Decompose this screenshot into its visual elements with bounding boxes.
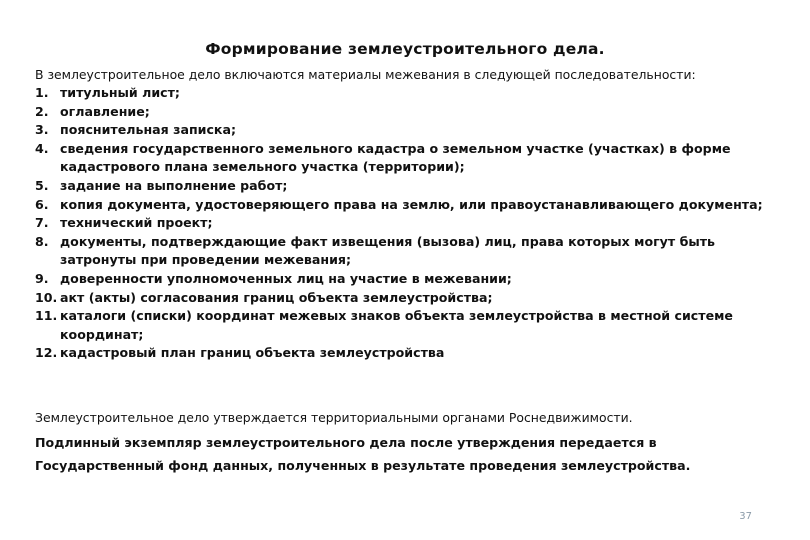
list-item [35,177,765,196]
list-item [35,140,765,177]
item-text: доверенности уполномоченных лиц на участие в межевании; [60,270,512,286]
item-text: документы, подтверждающие факт извещения (вызова) лиц, права которых могут быть затронуты при проведении межевания; [60,233,716,268]
item-text: задание на выполнение работ; [60,177,288,193]
item-text: оглавление; [60,103,150,119]
list-item [35,233,765,270]
list-item [35,214,765,233]
item-text: акт (акты) согласования границ объекта землеустройства; [60,289,493,305]
list-item [35,84,765,103]
list-item [35,121,765,140]
item-number: 11. [35,308,58,324]
item-number: 6. [35,196,49,212]
item-text: каталоги (списки) координат межевых знаков объекта землеустройства в местной системе координат; [60,308,733,342]
page-number: 37 [739,511,752,522]
item-text: сведения государственного земельного кадастра о земельном участке (участках) в форме кадастрового плана земельного участка (территории); [60,140,731,175]
item-number: 10. [35,289,58,305]
list-item [35,270,765,289]
item-text: кадастровый план границ объекта землеустройства [60,345,445,361]
item-number: 12. [35,345,58,361]
approval-paragraph: Землеустроительное дело утверждается территориальными органами Роснедвижимости. [35,410,633,425]
item-number: 7. [35,215,49,231]
item-number: 9. [35,270,49,286]
item-number: 5. [35,177,49,193]
item-number: 1. [35,85,49,100]
item-number: 3. [35,122,49,138]
materials-list [35,84,765,363]
transfer-paragraph: Подлинный экземпляр землеустроительного дела после утверждения передается в Государственный фонд данных, полученных в результате проведения землеустройства. [35,435,691,473]
page-title: Формирование землеустроительного дела. [205,40,605,58]
intro-text: В землеустроительное дело включаются материалы межевания в следующей последовательности: [35,67,696,82]
item-text: пояснительная записка; [60,122,237,138]
list-item [35,289,765,308]
list-item [35,103,765,122]
list-item [35,196,765,215]
item-number: 2. [35,103,49,119]
item-number: 4. [35,140,49,156]
item-number: 8. [35,233,49,249]
item-text: титульный лист; [60,85,180,100]
item-text: копия документа, удостоверяющего права на землю, или правоустанавливающего документа; [60,196,763,212]
list-item [35,344,765,363]
list-item [35,307,765,344]
item-text: технический проект; [60,215,213,231]
